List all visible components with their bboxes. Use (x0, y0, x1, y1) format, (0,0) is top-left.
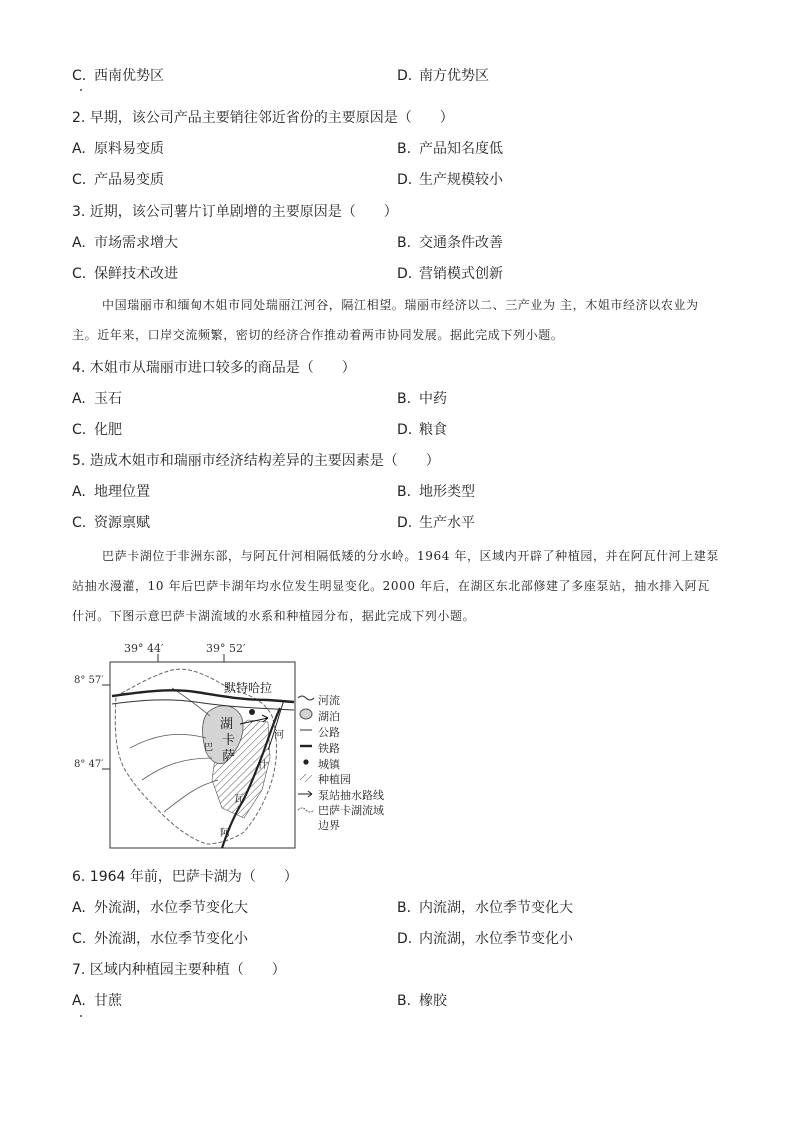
lake-char-sa: 萨 (222, 749, 236, 764)
legend-railway: 铁路 (318, 742, 340, 755)
q5-stem: 5. 造成木姐市和瑞丽市经济结构差异的主要因素是（ ） (72, 453, 440, 469)
town-label: 默特哈拉 (224, 681, 273, 695)
q2-option-d[interactable]: D. 生产规模较小 (397, 172, 503, 188)
legend-pump-route: 泵站抽水路线 (318, 789, 384, 802)
q6-option-c[interactable]: C. 外流湖，水位季节变化小 (72, 931, 248, 947)
reading-passage-ruili: 中国瑞丽市和缅甸木姐市同处瑞丽江河谷，隔江相望。瑞丽市经济以二、三产业为 主，木姐市经济以农业为主。近年来，口岸交流频繁，密切的经济合作推动着两市协同发展。据此完成下列小题。 (72, 298, 699, 342)
q5-options-row-1 (72, 480, 722, 504)
q7-options-row-1 (72, 989, 722, 1013)
scan-dot (80, 1015, 82, 1017)
map-legend (298, 693, 384, 832)
lake-char-hu: 湖 (220, 717, 234, 732)
lat-label-top: 8° 57′ (74, 675, 104, 686)
legend-town-symbol (303, 759, 308, 764)
q6-options-row-1 (72, 896, 722, 920)
lat-label-bottom: 8° 47′ (74, 759, 104, 770)
q1-option-d[interactable]: D. 南方优势区 (397, 68, 489, 84)
q6-option-d[interactable]: D. 内流湖，水位季节变化小 (397, 931, 573, 947)
lon-label-left: 39° 44′ (124, 642, 164, 655)
legend-plantation-symbol (300, 774, 312, 782)
legend-river: 河流 (318, 694, 340, 707)
q1-option-c[interactable]: C. 西南优势区 (72, 68, 164, 84)
q3-options-row-2 (72, 262, 722, 286)
q3-option-c[interactable]: C. 保鲜技术改进 (72, 266, 178, 282)
q5-option-b[interactable]: B. 地形类型 (397, 484, 475, 500)
town-icon (249, 709, 255, 715)
q2-options-row-1 (72, 137, 722, 161)
q6-option-b[interactable]: B. 内流湖，水位季节变化大 (397, 900, 573, 916)
legend-lake: 湖泊 (318, 710, 340, 723)
q4-option-c[interactable]: C. 化肥 (72, 422, 122, 438)
q1-options-row-2 (72, 64, 722, 88)
lake-char-ka: 卡 (222, 733, 236, 748)
q6-stem: 6. 1964 年前，巴萨卡湖为（ ） (72, 869, 298, 885)
q2-stem: 2. 早期，该公司产品主要销往邻近省份的主要原因是（ ） (72, 110, 454, 126)
legend-plantation: 种植园 (318, 773, 351, 786)
lon-label-right: 39° 52′ (206, 642, 246, 655)
q4-options-row-2 (72, 418, 722, 442)
q7-option-a[interactable]: A. 甘蔗 (72, 993, 122, 1009)
lake-char-ba: 巴 (204, 743, 214, 753)
legend-river-symbol (298, 696, 314, 700)
q5-options-row-2 (72, 511, 722, 535)
q3-option-d[interactable]: D. 营销模式创新 (397, 266, 503, 282)
q4-options-row-1 (72, 387, 722, 411)
q4-option-d[interactable]: D. 粮食 (397, 422, 447, 438)
legend-boundary: 边界 (318, 819, 340, 832)
river-char-wa: 瓦 (234, 794, 244, 805)
q7-option-b[interactable]: B. 橡胶 (397, 993, 447, 1009)
river-char-he: 河 (274, 730, 284, 741)
legend-lake-symbol (300, 709, 312, 719)
q3-stem: 3. 近期，该公司薯片订单剧增的主要原因是（ ） (72, 204, 398, 220)
q3-option-a[interactable]: A. 市场需求增大 (72, 235, 178, 251)
q3-options-row-1 (72, 231, 722, 255)
legend-road: 公路 (318, 726, 340, 739)
legend-pump-symbol (298, 791, 312, 797)
q3-option-b[interactable]: B. 交通条件改善 (397, 235, 503, 251)
river-char-a: 阿 (220, 828, 230, 839)
basaka-lake-map (72, 640, 392, 850)
q4-option-a[interactable]: A. 玉石 (72, 391, 122, 407)
q7-stem: 7. 区域内种植园主要种植（ ） (72, 962, 286, 978)
q2-options-row-2 (72, 168, 722, 192)
river-char-shi: 什 (258, 760, 268, 771)
q4-stem: 4. 木姐市从瑞丽市进口较多的商品是（ ） (72, 360, 356, 376)
legend-town: 城镇 (318, 758, 340, 771)
legend-watershed: 巴萨卡湖流域 (318, 804, 384, 817)
q6-options-row-2 (72, 927, 722, 951)
q6-option-a[interactable]: A. 外流湖，水位季节变化大 (72, 900, 248, 916)
q5-option-a[interactable]: A. 地理位置 (72, 484, 150, 500)
q2-option-a[interactable]: A. 原料易变质 (72, 141, 164, 157)
q5-option-d[interactable]: D. 生产水平 (397, 515, 475, 531)
q2-option-b[interactable]: B. 产品知名度低 (397, 141, 503, 157)
q4-option-b[interactable]: B. 中药 (397, 391, 447, 407)
legend-boundary-symbol (298, 808, 314, 812)
scan-dot (80, 89, 82, 91)
q5-option-c[interactable]: C. 资源禀赋 (72, 515, 150, 531)
reading-passage-basaka: 巴萨卡湖位于非洲东部，与阿瓦什河相隔低矮的分水岭。1964 年，区域内开辟了种植园，并在阿瓦什河上建泵站抽水漫灌，10 年后巴萨卡湖年均水位发生明显变化。2000 年后，在湖区东北部修建了多座泵站，抽水排入阿瓦什河。下图示意巴萨卡湖流域的水系和种植园分布，据此完成下列小题。 (72, 549, 719, 623)
q2-option-c[interactable]: C. 产品易变质 (72, 172, 164, 188)
